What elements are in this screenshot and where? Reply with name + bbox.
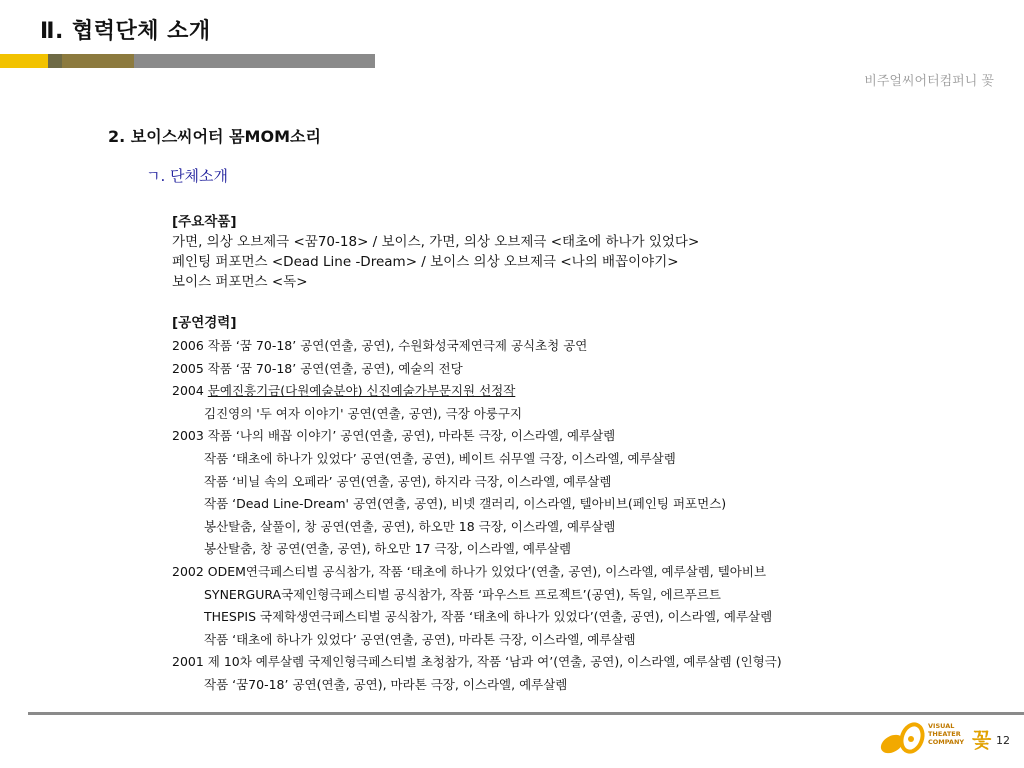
logo-wordmark xyxy=(928,722,964,746)
career-row: 작품 ‘Dead Line-Dream' 공연(연출, 공연), 비넷 갤러리, 이스라엘, 텔아비브(페인팅 퍼포먼스) xyxy=(204,496,727,512)
career-row: 2005 작품 ‘꿈 70-18’ 공연(연출, 공연), 예술의 전당 xyxy=(172,360,463,376)
career-row: 김진영의 '두 여자 이야기' 공연(연출, 공연), 극장 아룽구지 xyxy=(204,405,523,421)
page-number: 12 xyxy=(996,734,1010,747)
career-row: 작품 ‘꿈70-18’ 공연(연출, 공연), 마라톤 극장, 이스라엘, 예루살렘 xyxy=(204,676,568,692)
career-row: THESPIS 국제학생연극페스티벌 공식참가, 작품 ‘태초에 하나가 있었다’(연출, 공연), 이스라엘, 예루살렘 xyxy=(204,609,773,625)
logo-word-theater: THEATER xyxy=(928,730,961,738)
title-color-bar xyxy=(0,54,375,68)
logo-word-company: COMPANY xyxy=(928,738,965,746)
section-heading: 2. 보이스씨어터 몸MOM소리 xyxy=(108,127,321,146)
color-bar-yellow-segment xyxy=(0,54,48,68)
career-row: 2002 ODEM연극페스티벌 공식참가, 작품 ‘태초에 하나가 있었다’(연출, 공연), 이스라엘, 예루살렘, 텔아비브 xyxy=(172,563,767,579)
career-row: 봉산탈춤, 살풀이, 창 공연(연출, 공연), 하오만 18 극장, 이스라엘, 예루살렘 xyxy=(204,518,616,534)
major-works-line: 보이스 퍼포먼스 <독> xyxy=(172,274,308,290)
career-row: 봉산탈춤, 창 공연(연출, 공연), 하오만 17 극장, 이스라엘, 예루살렘 xyxy=(204,541,572,557)
career-row: 작품 ‘태초에 하나가 있었다’ 공연(연출, 공연), 베이트 쉬무엘 극장, 이스라엘, 예루살렘 xyxy=(204,450,676,466)
subsection-heading: ㄱ. 단체소개 xyxy=(146,167,228,185)
color-bar-gray-segment xyxy=(134,54,375,68)
career-row-2004 xyxy=(172,380,1012,403)
career-header: [공연경력] xyxy=(172,315,237,331)
career-row: 2003 작품 ‘나의 배꼽 이야기’ 공연(연출, 공연), 마라톤 극장, 이스라엘, 예루살렘 xyxy=(172,428,616,444)
color-bar-olive-segment xyxy=(48,54,62,68)
performance-career-block xyxy=(172,313,1012,697)
career-row: SYNERGURA국제인형극페스티벌 공식참가, 작품 ‘파우스트 프로젝트’(공연), 독일, 에르푸르트 xyxy=(204,586,721,602)
major-works-header: [주요작품] xyxy=(172,214,237,230)
career-row: 작품 ‘태초에 하나가 있었다’ 공연(연출, 공연), 마라톤 극장, 이스라엘, 예루살렘 xyxy=(204,631,636,647)
logo-korean-mark: 꽃 xyxy=(972,728,992,752)
major-works-line: 페인팅 퍼포먼스 <Dead Line -Dream> / 보이스 의상 오브제극 <나의 배꼽이야기> xyxy=(172,254,679,270)
footer-divider xyxy=(28,712,1024,715)
slide-title: Ⅱ. 협력단체 소개 xyxy=(40,19,211,44)
logo-word-visual: VISUAL xyxy=(928,722,955,730)
career-row: 2006 작품 ‘꿈 70-18’ 공연(연출, 공연), 수원화성국제연극제 공식초청 공연 xyxy=(172,338,588,353)
career-row: 작품 ‘비닐 속의 오페라’ 공연(연출, 공연), 하지라 극장, 이스라엘, 예루살렘 xyxy=(204,473,612,489)
color-bar-brown-segment xyxy=(62,54,134,68)
career-row-2004-grant: 문예진흥기금(다원예술분야) 신진예술가부문지원 선정작 xyxy=(207,383,516,399)
major-works-line: 가면, 의상 오브제극 <꿈70-18> / 보이스, 가면, 의상 오브제극 <태초에 하나가 있었다> xyxy=(172,234,700,250)
career-row-2004-year: 2004 xyxy=(172,383,208,399)
major-works-block xyxy=(172,212,699,292)
career-row: 2001 제 10차 예루살렘 국제인형극페스티벌 초청참가, 작품 ‘남과 여’(연출, 공연), 이스라엘, 예루살렘 (인형극) xyxy=(172,654,782,670)
company-name: 비주얼씨어터컴퍼니 꽃 xyxy=(864,74,994,89)
